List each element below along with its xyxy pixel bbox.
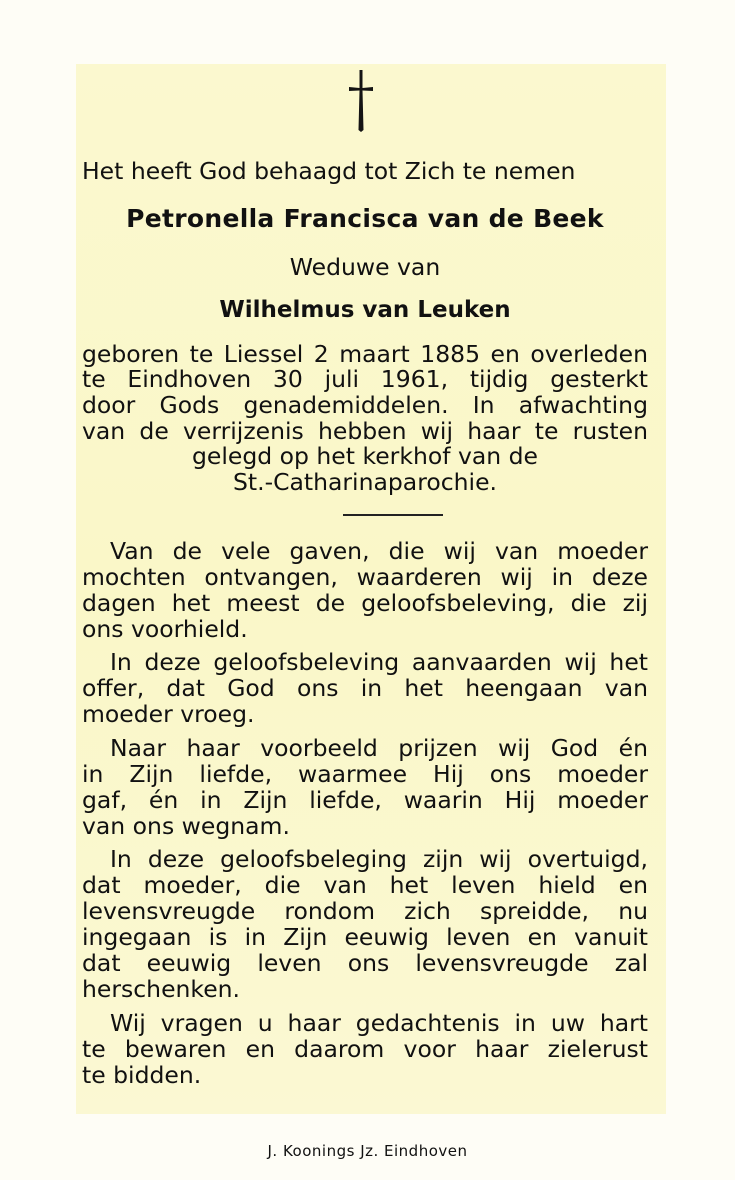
bio-line: geboren te Liessel 2 maart 1885 en overleden [82, 340, 648, 368]
bio-line: St.-Catharinaparochie. [233, 468, 497, 496]
text-line: In deze geloofsbeleging zijn wij overtuigd, [110, 845, 648, 873]
widow-of-text: Weduwe van [289, 253, 441, 281]
text-line: in Zijn liefde, waarmee Hij ons moeder [82, 760, 648, 788]
text-line: te bidden. [82, 1061, 202, 1089]
text-line: Naar haar voorbeeld prijzen wij God én [110, 734, 648, 762]
text-line: dagen het meest de geloofsbeleving, die zij [82, 589, 648, 617]
text-line: offer, dat God ons in het heengaan van [82, 674, 648, 702]
text-line: dat moeder, die van het leven hield en [82, 871, 648, 899]
spouse-name: Wilhelmus van Leuken [219, 297, 511, 323]
divider [343, 514, 443, 516]
text-line: dat eeuwig leven ons levensvreugde zal [82, 949, 648, 977]
text-line: te bewaren en daarom voor haar zielerust [82, 1035, 648, 1063]
intro-text: Het heeft God behaagd tot Zich te nemen [82, 157, 576, 185]
deceased-name: Petronella Francisca van de Beek [126, 204, 604, 233]
text-line: In deze geloofsbeleving aanvaarden wij het [110, 648, 648, 676]
printer-credit: J. Koonings Jz. Eindhoven [267, 1142, 468, 1160]
text-line: levensvreugde rondom zich spreidde, nu [82, 897, 648, 925]
bio-line: door Gods genademiddelen. In afwachting [82, 391, 648, 419]
bio-line: te Eindhoven 30 juli 1961, tijdig gesterkt [82, 365, 648, 393]
bio-line: gelegd op het kerkhof van de [191, 442, 539, 470]
text-line: herschenken. [82, 975, 241, 1003]
text-line: moeder vroeg. [82, 700, 255, 728]
text-line: Wij vragen u haar gedachtenis in uw hart [110, 1009, 648, 1037]
text-line: mochten ontvangen, waarderen wij in deze [82, 563, 648, 591]
text-line: gaf, én in Zijn liefde, waarin Hij moeder [82, 786, 648, 814]
text-line: van ons wegnam. [82, 812, 290, 840]
bio-line: van de verrijzenis hebben wij haar te rusten [82, 417, 648, 445]
text-line: Van de vele gaven, die wij van moeder [110, 537, 648, 565]
text-line: ons voorhield. [82, 615, 248, 643]
text-line: ingegaan is in Zijn eeuwig leven en vanuit [82, 923, 648, 951]
cross-icon [346, 68, 376, 134]
